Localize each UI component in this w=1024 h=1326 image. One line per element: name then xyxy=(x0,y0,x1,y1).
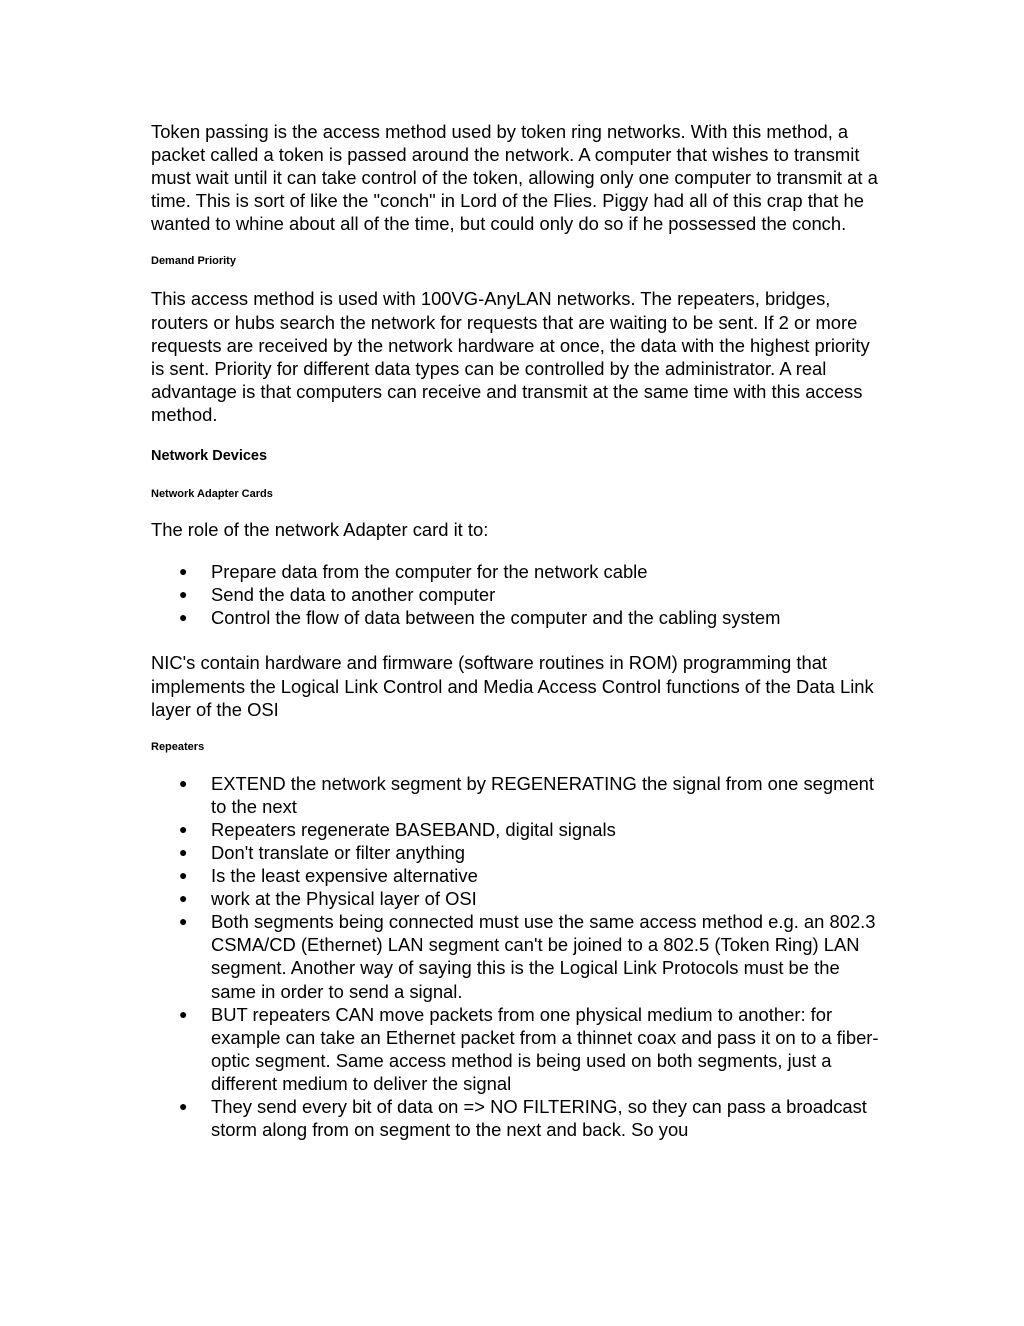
demand-priority-paragraph: This access method is used with 100VG-AnyLAN networks. The repeaters, bridges, routers or hubs search the network for requests that are waiting to be sent. If 2 or more requests are received by the network hardware at once, the data with the highest priority is sent. Priority for different data types can be controlled by the administrator. A real advantage is that computers can receive and transmit at the same time with this access method. xyxy=(151,288,870,425)
list-item: ● Send the data to another computer xyxy=(179,584,496,606)
list-item: ● Repeaters regenerate BASEBAND, digital signals xyxy=(179,818,616,840)
bullet-icon: ● xyxy=(179,563,188,580)
list-item: ● Control the flow of data between the computer and the cabling system xyxy=(179,607,781,629)
bullet-icon: ● xyxy=(179,1005,188,1022)
nic-paragraph: NIC's contain hardware and firmware (software routines in ROM) programming that implements the Logical Link Control and Media Access Control functions of the Data Link layer of the OSI xyxy=(151,652,874,720)
list-item: ● Prepare data from the computer for the network cable xyxy=(179,561,648,583)
list-item: ● Is the least expensive alternative xyxy=(179,865,478,887)
list-item: ● They send every bit of data on => NO FILTERING, so they can pass a broadcast storm along from on segment to the next and back. So you xyxy=(179,1096,867,1141)
list-item: ● BUT repeaters CAN move packets from one physical medium to another: for example can take an Ethernet packet from a thinnet coax and pass it on to a fiber-optic segment. Same access method is being used on both segments, just a different medium to deliver the signal xyxy=(179,1003,879,1094)
demand-priority-heading: Demand Priority xyxy=(151,255,236,268)
list-item: ● Don't translate or filter anything xyxy=(179,841,465,863)
repeaters-list xyxy=(151,772,881,1142)
adapter-role-intro: The role of the network Adapter card it to: xyxy=(151,519,489,541)
bullet-icon: ● xyxy=(179,1098,188,1114)
repeaters-heading: Repeaters xyxy=(151,740,205,753)
bullet-icon: ● xyxy=(179,774,188,791)
list-item: ● EXTEND the network segment by REGENERATING the signal from one segment to the next xyxy=(179,772,875,817)
network-adapter-cards-heading: Network Adapter Cards xyxy=(151,488,273,501)
bullet-icon: ● xyxy=(179,867,188,884)
token-passing-paragraph: Token passing is the access method used by token ring networks. With this method, a packet called a token is passed around the network. A computer that wishes to transmit must wait until it can take control of the token, allowing only one computer to transmit at a time. This is sort of like the "conch" in Lord of the Flies. Piggy had all of this crap that he wanted to whine about all of the time, but could only do so if he possessed the conch. xyxy=(151,121,878,235)
bullet-icon: ● xyxy=(179,586,188,603)
adapter-role-list xyxy=(151,560,881,629)
bullet-icon: ● xyxy=(179,820,188,837)
list-item: ● work at the Physical layer of OSI xyxy=(179,888,477,910)
bullet-icon: ● xyxy=(179,609,188,626)
bullet-icon: ● xyxy=(179,913,188,930)
list-item: ● Both segments being connected must use the same access method e.g. an 802.3 CSMA/CD (Ethernet) LAN segment can't be joined to a 802.5 (Token Ring) LAN segment. Another way of saying this is the Logical Link Protocols must be the same in order to send a signal. xyxy=(179,911,876,1002)
bullet-icon: ● xyxy=(179,890,188,907)
network-devices-heading: Network Devices xyxy=(151,448,268,465)
bullet-icon: ● xyxy=(179,843,188,860)
document-page xyxy=(151,120,881,1141)
